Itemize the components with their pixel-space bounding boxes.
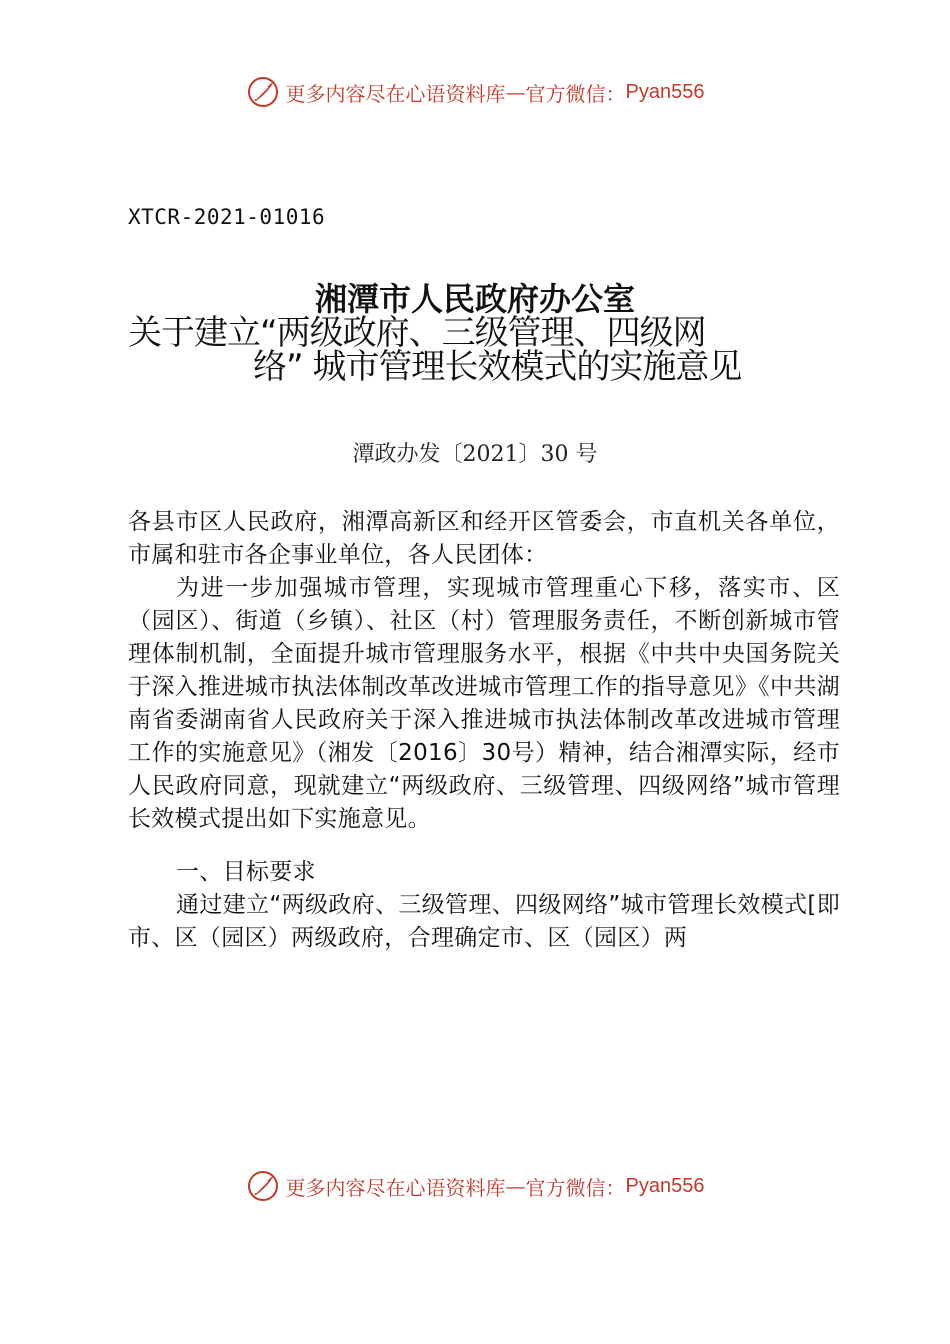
section-1-text: 通过建立“两级政府、三级管理、四级网络”城市管理长效模式[即市、区（园区）两级政府，合理确定市、区（园区）两	[128, 892, 840, 951]
watermark-text: 更多内容尽在心语资料库	[285, 81, 506, 106]
watermark-wechat-label: 官方微信：	[525, 81, 626, 106]
watermark-dash: —	[505, 80, 526, 104]
document-title	[128, 313, 828, 387]
file-number: 潭政办发〔2021〕30 号	[352, 442, 598, 467]
watermark-banner-bottom	[0, 1166, 950, 1206]
title-line-1: 关于建立“两级政府、三级管理、四级网	[128, 313, 706, 353]
paragraph-1: 为进一步加强城市管理，实现城市管理重心下移，落实市、区（园区）、街道（乡镇）、社区（村）管理服务责任，不断创新城市管理体制机制，全面提升城市管理服务水平，根据《中共中央国务院关于深入推进城市执法体制改革改进城市管理工作的指导意见》《中共湖南省委湖南省人民政府关于深入推进城市执法体制改革改进城市管理工作的实施意见》（湘发〔2016〕30号）精神，结合湘潭实际，经市人民政府同意，现就建立“两级政府、三级管理、四级网络”城市管理长效模式提出如下实施意见。	[128, 575, 840, 832]
watermark-text: 更多内容尽在心语资料库	[285, 1175, 506, 1200]
watermark-handle: Pyan556	[625, 80, 705, 103]
document-body	[128, 506, 840, 955]
watermark-wechat-label: 官方微信：	[525, 1175, 626, 1200]
addressee: 各县市区人民政府，湘潭高新区和经开区管委会，市直机关各单位，市属和驻市各企事业单位，各人民团体：	[128, 509, 840, 568]
issuer-title: 湘潭市人民政府办公室	[314, 280, 635, 318]
watermark-banner-top	[0, 72, 950, 112]
feather-logo-icon	[246, 75, 280, 109]
title-line-2: 络” 城市管理长效模式的实施意见	[253, 347, 742, 387]
document-number: XTCR-2021-01016	[128, 205, 326, 229]
watermark-handle: Pyan556	[625, 1174, 705, 1197]
feather-logo-icon	[246, 1169, 280, 1203]
watermark-dash: —	[505, 1174, 526, 1198]
section-1-heading: 一、目标要求	[176, 859, 316, 885]
